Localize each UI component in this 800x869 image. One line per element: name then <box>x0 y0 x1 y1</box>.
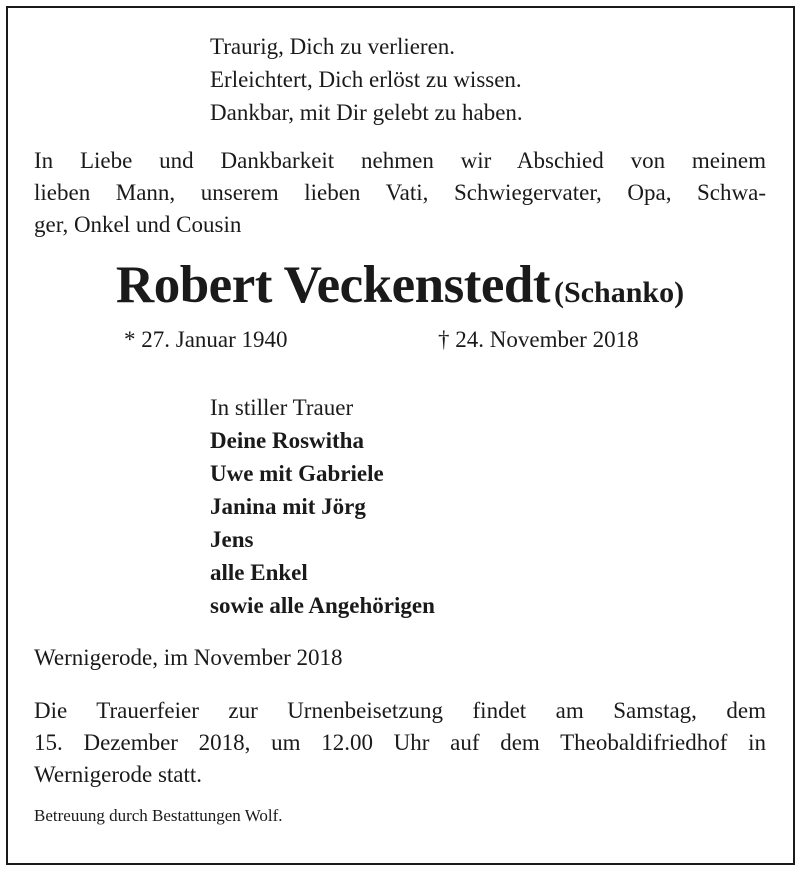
service-line: 15. Dezember 2018, um 12.00 Uhr auf dem Theobaldifriedhof in <box>34 730 766 755</box>
mourner-name: sowie alle Angehörigen <box>210 593 435 618</box>
birth-date: * 27. Januar 1940 <box>124 327 288 352</box>
farewell-line: In Liebe und Dankbarkeit nehmen wir Abschied von meinem <box>34 148 766 173</box>
service-line: Die Trauerfeier zur Urnenbeisetzung findet am Samstag, dem <box>34 698 766 723</box>
mourners-block <box>210 391 435 622</box>
death-date: † 24. November 2018 <box>438 327 639 352</box>
mourner-name: Uwe mit Gabriele <box>210 461 384 486</box>
deceased-name-line <box>0 255 800 315</box>
poem-line: Traurig, Dich zu verlieren. <box>210 34 456 59</box>
deceased-nickname: (Schanko) <box>554 276 685 309</box>
deceased-name: Robert Veckenstedt <box>115 256 551 314</box>
farewell-line: ger, Onkel und Cousin <box>34 212 242 237</box>
poem-line: Dankbar, mit Dir gelebt zu haben. <box>210 100 523 125</box>
farewell-line: lieben Mann, unserem lieben Vati, Schwiegervater, Opa, Schwa- <box>34 180 766 205</box>
undertaker-note: Betreuung durch Bestattungen Wolf. <box>34 806 283 825</box>
mourner-name: Janina mit Jörg <box>210 494 366 519</box>
mourner-name: Jens <box>210 527 254 552</box>
farewell-text <box>34 145 766 241</box>
mourner-name: Deine Roswitha <box>210 428 364 453</box>
mourners-heading: In stiller Trauer <box>210 395 354 420</box>
place-and-date: Wernigerode, im November 2018 <box>34 645 343 670</box>
memorial-poem <box>210 30 523 129</box>
funeral-service-info <box>34 695 766 791</box>
poem-line: Erleichtert, Dich erlöst zu wissen. <box>210 67 522 92</box>
service-line: Wernigerode statt. <box>34 762 203 787</box>
mourner-name: alle Enkel <box>210 560 308 585</box>
